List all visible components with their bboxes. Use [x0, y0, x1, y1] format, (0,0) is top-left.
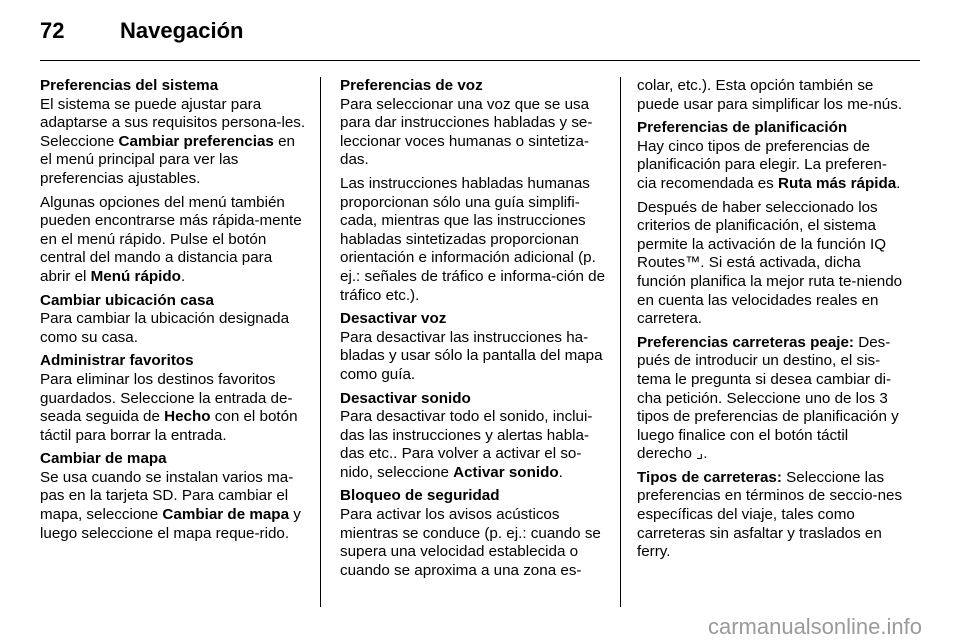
text-run: Para eliminar los destinos favoritos guardados. Seleccione la entrada de-seada seguida de: [40, 370, 293, 426]
section-heading: Preferencias de planificación: [637, 119, 848, 137]
section-heading: Bloqueo de seguridad: [340, 487, 500, 505]
text-run: .: [558, 463, 563, 481]
paragraph: [340, 175, 606, 305]
section-heading: Preferencias del sistema: [40, 77, 219, 94]
section: [40, 450, 306, 543]
paragraph: [340, 408, 606, 482]
text-run: .: [180, 267, 186, 285]
section: [340, 390, 606, 483]
section: [40, 352, 306, 445]
bold-term: Activar sonido: [453, 463, 559, 481]
paragraph: [40, 96, 306, 189]
column-1: [40, 77, 306, 548]
column-divider-1: [320, 77, 321, 607]
text-run: Algunas opciones del menú también pueden encontrarse más rápida-mente en el menú rápido. Pulse el botón central del mando a distancia para abrir el: [40, 193, 302, 285]
text-run: Después de haber seleccionado los criterios de planificación, el sistema permite la activación de la función IQ Routes™. Si está activada, dicha función planifica la mejor ruta te-niendo en cuenta las velocidades reales en carretera.: [637, 198, 903, 328]
paragraph: [340, 506, 606, 580]
paragraph: [340, 96, 606, 170]
text-run: Para activar los avisos acústicos mientras se conduce (p. ej.: cuando se supera una velocidad establecida o cuando se aproxima a una zona es-: [340, 506, 601, 579]
section-heading: Desactivar sonido: [340, 389, 471, 407]
text-run: Des-pués de introducir un destino, el sis-tema le pregunta si desea cambiar di-cha petición. Seleccione uno de los 3 tipos de preferencias de planificación y luego finalice con el botón táctil derecho ⌟.: [637, 333, 899, 463]
section-heading: Cambiar ubicación casa: [40, 291, 214, 309]
text-run: El sistema se puede ajustar para adaptarse a sus requisitos persona-les. Seleccione: [40, 95, 306, 150]
section-heading: Administrar favoritos: [40, 352, 194, 370]
section-heading: Preferencias de voz: [340, 77, 483, 94]
paragraph: [637, 77, 903, 114]
section-heading: Cambiar de mapa: [40, 450, 167, 468]
paragraph: [637, 469, 903, 562]
section: [637, 119, 903, 562]
header-rule: [40, 60, 920, 61]
text-run: Para seleccionar una voz que se usa para dar instrucciones habladas y se-leccionar voces humanas o sintetiza-das.: [340, 95, 593, 169]
paragraph: [340, 329, 606, 385]
watermark: carmanualsonline.info: [707, 614, 922, 639]
text-run: con el botón táctil para borrar la entrada.: [40, 408, 298, 444]
column-divider-2: [620, 77, 621, 607]
bold-term: Preferencias carreteras peaje:: [637, 333, 854, 351]
text-run: .: [896, 174, 901, 192]
paragraph: [637, 334, 903, 464]
paragraph: [637, 138, 903, 194]
section: [40, 292, 306, 348]
text-run: colar, etc.). Esta opción también se puede usar para simplificar los me-nús.: [637, 77, 903, 113]
text-run: Para desactivar las instrucciones ha-bladas y usar sólo la pantalla del mapa como guía.: [340, 328, 603, 383]
text-run: en el menú principal para ver las preferencias ajustables.: [40, 132, 295, 187]
paragraph: [637, 199, 903, 329]
paragraph: [40, 194, 306, 287]
column-3: [637, 77, 903, 567]
paragraph: [40, 310, 306, 347]
section-heading: Desactivar voz: [340, 310, 447, 328]
bold-term: Ruta más rápida: [778, 174, 897, 192]
section: [40, 77, 306, 287]
paragraph: [40, 371, 306, 445]
text-run: Seleccione las preferencias en términos de seccio-nes específicas del viaje, tales como carreteras sin asfaltar y traslados en ferry.: [637, 468, 903, 561]
section: [340, 487, 606, 580]
bold-term: Cambiar de mapa: [162, 506, 290, 524]
column-2: [340, 77, 606, 585]
bold-term: Cambiar preferencias: [118, 132, 274, 150]
text-run: Para cambiar la ubicación designada como su casa.: [40, 310, 290, 346]
text-run: Se usa cuando se instalan varios ma-pas en la tarjeta SD. Para cambiar el mapa, seleccione: [40, 468, 294, 524]
text-run: Las instrucciones habladas humanas proporcionan sólo una guía simplifi-cada, mientras que las instrucciones habladas sintetizadas proporcionan orientación e información adicional (p. ej.: señales de tráfico e informa-ción de tráfico etc.).: [340, 174, 606, 304]
section: [340, 77, 606, 305]
text-run: y luego seleccione el mapa reque-rido.: [40, 506, 301, 542]
section: [637, 77, 903, 114]
page-number: 72: [40, 18, 65, 43]
paragraph: [40, 469, 306, 543]
text-run: Para desactivar todo el sonido, inclui-das las instrucciones y alertas habla-das etc.. Para volver a activar el so-nido, seleccione: [340, 408, 593, 481]
section: [340, 310, 606, 384]
bold-term: Hecho: [164, 408, 211, 426]
chapter-title: Navegación: [120, 18, 244, 43]
bold-term: Menú rápido: [90, 267, 181, 285]
bold-term: Tipos de carreteras:: [637, 468, 782, 486]
text-run: Hay cinco tipos de preferencias de planificación para elegir. La preferen-cia recomendada es: [637, 137, 887, 192]
